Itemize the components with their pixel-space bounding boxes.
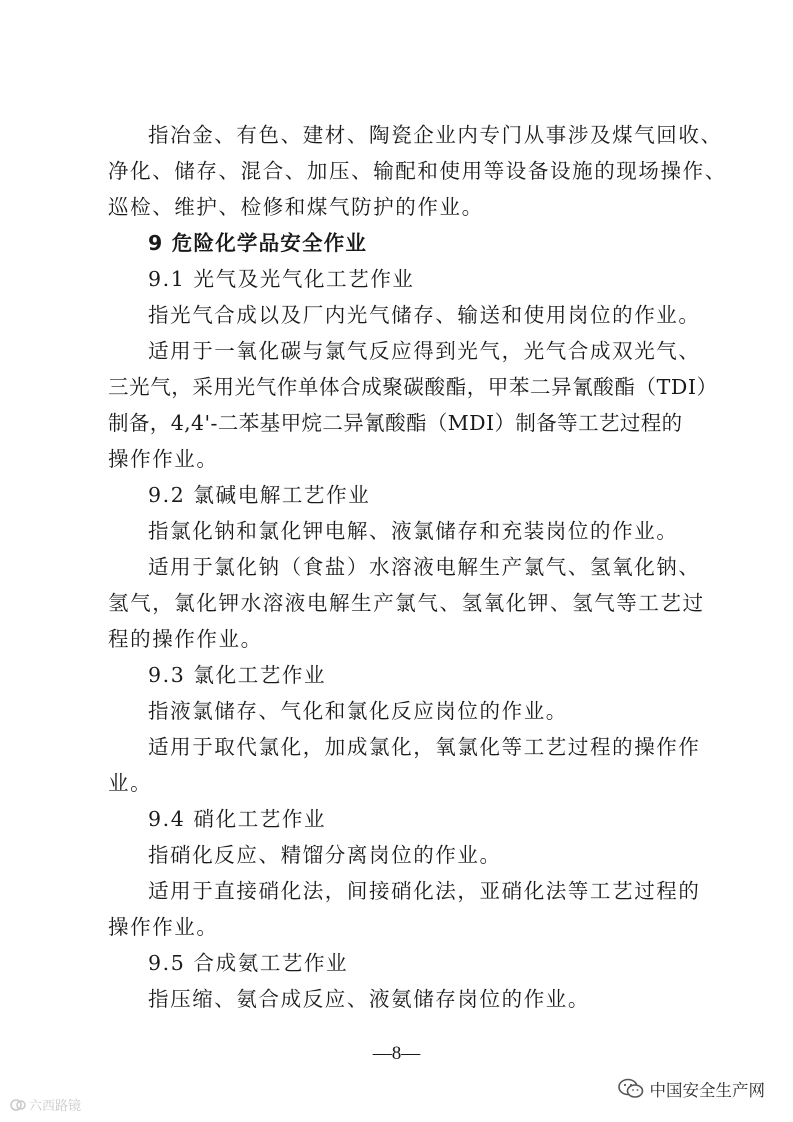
paragraph-line: 制备，4,4'-二苯基甲烷二异氰酸酯（MDI）制备等工艺过程的: [108, 411, 683, 435]
paragraph-line: 适用于直接硝化法，间接硝化法，亚硝化法等工艺过程的: [148, 879, 701, 903]
subsection-heading: 9.3 氯化工艺作业: [148, 663, 327, 687]
subsection-heading: 9.2 氯碱电解工艺作业: [148, 483, 371, 507]
paragraph-line: 适用于氯化钠（食盐）水溶液电解生产氯气、氢氧化钠、: [148, 555, 701, 579]
page-number: —8—: [372, 1043, 421, 1064]
paragraph-line: 指硝化反应、精馏分离岗位的作业。: [148, 843, 502, 867]
watermark-left-text: 六西路镜: [29, 1099, 82, 1114]
watermark-right-text: 中国安全生产网: [649, 1081, 765, 1100]
wechat-icon: [618, 1078, 644, 1100]
paragraph-line: 指冶金、有色、建材、陶瓷企业内专门从事涉及煤气回收、: [148, 123, 723, 147]
paragraph-line: 业。: [108, 771, 153, 795]
paragraph-line: 指液氯储存、气化和氯化反应岗位的作业。: [148, 699, 568, 723]
paragraph-line: 程的操作作业。: [108, 627, 263, 651]
paragraph-line: 指压缩、氨合成反应、液氨储存岗位的作业。: [148, 987, 590, 1011]
paragraph-line: 巡检、维护、检修和煤气防护的作业。: [108, 195, 484, 219]
paragraph-line: 氢气，氯化钾水溶液电解生产氯气、氢氧化钾、氢气等工艺过: [108, 591, 705, 615]
paragraph-line: 操作作业。: [108, 447, 219, 471]
section-heading: 9 危险化学品安全作业: [148, 231, 368, 255]
watermark-ring-icon: [10, 1098, 26, 1112]
watermark-right: [618, 1077, 766, 1101]
paragraph-line: 三光气，采用光气作单体合成聚碳酸酯，甲苯二异氰酸酯（TDI）: [108, 375, 718, 399]
subsection-heading: 9.4 硝化工艺作业: [148, 807, 327, 831]
watermark-left: [10, 1095, 81, 1114]
paragraph-line: 适用于取代氯化，加成氯化，氧氯化等工艺过程的操作作: [148, 735, 701, 759]
paragraph-line: 净化、储存、混合、加压、输配和使用等设备设施的现场操作、: [108, 159, 727, 183]
paragraph-line: 指光气合成以及厂内光气储存、输送和使用岗位的作业。: [148, 303, 701, 327]
paragraph-line: 指氯化钠和氯化钾电解、液氯储存和充装岗位的作业。: [148, 519, 679, 543]
paragraph-line: 操作作业。: [108, 915, 219, 939]
subsection-heading: 9.1 光气及光气化工艺作业: [148, 267, 415, 291]
subsection-heading: 9.5 合成氨工艺作业: [148, 951, 349, 975]
paragraph-line: 适用于一氧化碳与氯气反应得到光气，光气合成双光气、: [148, 339, 701, 363]
